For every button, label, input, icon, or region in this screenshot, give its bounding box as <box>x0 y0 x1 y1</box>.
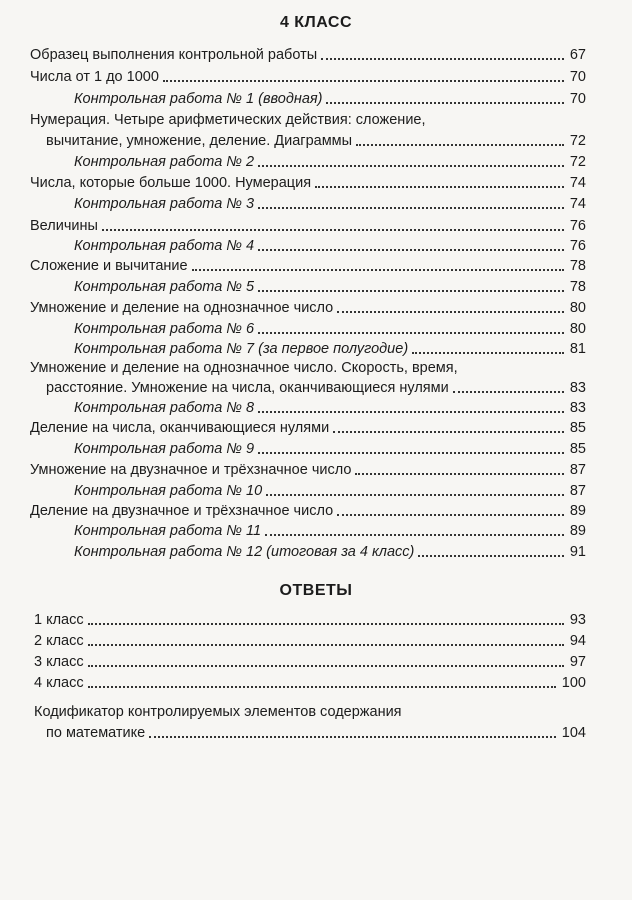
toc-entry-page: 83 <box>569 400 586 416</box>
leader-dots <box>265 534 564 536</box>
leader-dots <box>258 249 564 251</box>
answers-entry <box>34 631 586 651</box>
leader-dots <box>333 431 564 433</box>
leader-dots <box>258 290 564 292</box>
leader-dots <box>88 644 564 646</box>
toc-subentry <box>74 521 586 541</box>
leader-dots <box>258 411 564 413</box>
leader-dots <box>326 102 563 104</box>
leader-dots <box>356 144 564 146</box>
toc-subentry <box>74 481 586 501</box>
leader-dots <box>102 229 564 231</box>
toc-subentry <box>74 152 586 172</box>
toc-entry-title: 4 класс <box>34 675 84 691</box>
leader-dots <box>149 736 556 738</box>
toc-entry-title: Умножение и деление на однозначное число <box>30 300 334 316</box>
leader-dots <box>337 311 564 313</box>
toc-entry-page: 87 <box>569 462 586 478</box>
toc-entry-title: Контрольная работа № 11 <box>74 523 262 539</box>
toc-subentry <box>74 236 586 256</box>
toc-entry-title: 1 класс <box>34 612 84 628</box>
toc-entry-page: 87 <box>569 483 586 499</box>
toc-entry-title: Контрольная работа № 9 <box>74 441 255 457</box>
toc-entry <box>30 45 586 65</box>
leader-dots <box>412 352 564 354</box>
toc-entry <box>30 256 586 276</box>
toc-entry-title: Числа, которые больше 1000. Нумерация <box>30 175 312 191</box>
toc-subentry <box>74 339 586 359</box>
leader-dots <box>163 80 564 82</box>
answers-entry <box>34 610 586 630</box>
leader-dots <box>321 58 564 60</box>
toc-entry-title: Образец выполнения контрольной работы <box>30 47 318 63</box>
toc-entry <box>46 378 586 398</box>
toc-subentry <box>74 277 586 297</box>
toc-entry-title: Контрольная работа № 5 <box>74 279 255 295</box>
toc-entry-page: 83 <box>569 380 586 396</box>
toc-entry-page: 70 <box>569 69 586 85</box>
toc-subentry <box>74 398 586 418</box>
toc-entry-title: Контрольная работа № 7 (за первое полугодие) <box>74 341 409 357</box>
toc-entry-title: Деление на двузначное и трёхзначное число <box>30 503 334 519</box>
toc-entry-page: 74 <box>569 196 586 212</box>
toc-entry-title: Контрольная работа № 4 <box>74 238 255 254</box>
section-heading-grade4: 4 КЛАСС <box>279 14 353 31</box>
leader-dots <box>258 332 564 334</box>
toc-entry-page: 70 <box>569 91 586 107</box>
leader-dots <box>315 186 564 188</box>
leader-dots <box>355 473 563 475</box>
toc-entry <box>30 501 586 521</box>
toc-entry-page: 78 <box>569 279 586 295</box>
codifier-title-line1: Кодификатор контролируемых элементов содержания <box>34 704 402 720</box>
toc-entry-title: Умножение на двузначное и трёхзначное число <box>30 462 352 478</box>
leader-dots <box>258 452 564 454</box>
toc-entry-page: 74 <box>569 175 586 191</box>
toc-entry-title: Контрольная работа № 10 <box>74 483 263 499</box>
leader-dots <box>192 269 564 271</box>
toc-entry-page: 72 <box>569 154 586 170</box>
toc-entry-page: 76 <box>569 218 586 234</box>
toc-entry-title-line1: Умножение и деление на однозначное число. Скорость, время, <box>30 360 458 376</box>
toc-entry-page: 94 <box>569 633 586 649</box>
toc-subentry <box>74 319 586 339</box>
toc-entry-title: Контрольная работа № 12 (итоговая за 4 класс) <box>74 544 415 560</box>
toc-entry-page: 80 <box>569 321 586 337</box>
toc-entry-page: 85 <box>569 420 586 436</box>
toc-entry-page: 78 <box>569 258 586 274</box>
leader-dots <box>88 686 556 688</box>
leader-dots <box>258 207 564 209</box>
toc-entry-title: Контрольная работа № 2 <box>74 154 255 170</box>
toc-entry-title: Деление на числа, оканчивающиеся нулями <box>30 420 330 436</box>
toc-entry-title: Контрольная работа № 6 <box>74 321 255 337</box>
leader-dots <box>337 514 564 516</box>
answers-entry <box>34 673 586 693</box>
leader-dots <box>453 391 564 393</box>
toc-entry-title: Величины <box>30 218 98 234</box>
toc-entry-title: 2 класс <box>34 633 84 649</box>
toc-entry <box>30 460 586 480</box>
toc-entry-title: Контрольная работа № 3 <box>74 196 255 212</box>
toc-entry <box>30 298 586 318</box>
toc-entry-title: 3 класс <box>34 654 84 670</box>
toc-entry-title: расстояние. Умножение на числа, оканчивающиеся нулями <box>46 380 449 396</box>
leader-dots <box>88 623 564 625</box>
toc-entry-page: 89 <box>569 503 586 519</box>
toc-entry <box>30 67 586 87</box>
answers-entry <box>34 652 586 672</box>
toc-entry-page: 76 <box>569 238 586 254</box>
toc-entry-title: по математике <box>46 725 146 741</box>
toc-entry-page: 93 <box>569 612 586 628</box>
leader-dots <box>418 555 563 557</box>
toc-entry-page: 104 <box>561 725 586 741</box>
leader-dots <box>258 165 564 167</box>
toc-entry-page: 85 <box>569 441 586 457</box>
toc-entry-page: 67 <box>569 47 586 63</box>
codifier-entry <box>46 723 586 743</box>
toc-subentry <box>74 89 586 109</box>
toc-entry-page: 89 <box>569 523 586 539</box>
toc-entry-title: вычитание, умножение, деление. Диаграммы <box>46 133 353 149</box>
section-heading-answers: ОТВЕТЫ <box>279 582 353 599</box>
toc-entry-page: 80 <box>569 300 586 316</box>
toc-subentry <box>74 542 586 562</box>
toc-entry <box>46 131 586 151</box>
leader-dots <box>266 494 564 496</box>
toc-entry <box>30 418 586 438</box>
toc-entry-title-line1: Нумерация. Четыре арифметических действия: сложение, <box>30 112 426 128</box>
toc-entry-page: 72 <box>569 133 586 149</box>
toc-entry-page: 91 <box>569 544 586 560</box>
toc-entry-page: 97 <box>569 654 586 670</box>
leader-dots <box>88 665 564 667</box>
toc-entry-title: Контрольная работа № 1 (вводная) <box>74 91 323 107</box>
toc-subentry <box>74 194 586 214</box>
toc-entry-page: 100 <box>561 675 586 691</box>
toc-subentry <box>74 439 586 459</box>
toc-entry-title: Сложение и вычитание <box>30 258 188 274</box>
toc-entry-title: Числа от 1 до 1000 <box>30 69 159 85</box>
toc-entry <box>30 173 586 193</box>
toc-entry-page: 81 <box>569 341 586 357</box>
toc-entry-title: Контрольная работа № 8 <box>74 400 255 416</box>
toc-entry <box>30 216 586 236</box>
